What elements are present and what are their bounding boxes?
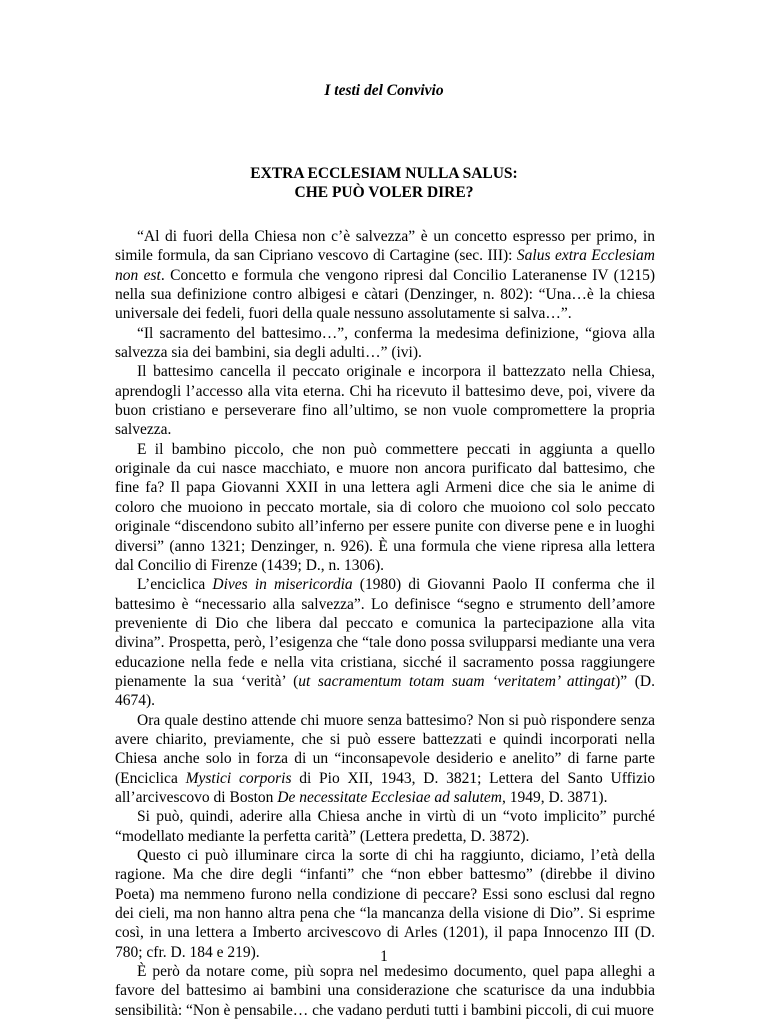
running-header: I testi del Convivio [324, 82, 444, 99]
page-number: 1 [380, 948, 388, 965]
article-body [115, 227, 655, 1020]
paragraph-9: È però da notare come, più sopra nel medesimo documento, quel papa alleghi a favore del battesimo ai bambini una considerazione che scaturisce da una indubbia sensibilità: “Non è pensabile… che vadano perduti tutti i bambini piccoli, di cui muore [115, 963, 655, 1019]
encyclical-title: Dives in misericordia [212, 576, 353, 594]
paragraph-3: Il battesimo cancella il peccato originale e incorpora il battezzato nella Chiesa, aprendogli l’accesso alla vita eterna. Chi ha ricevuto il battesimo deve, poi, vivere da buon cristiano e perseverare fino all’ultimo, se non vuole compromettere la propria salvezza. [115, 363, 655, 439]
document-title: De necessitate Ecclesiae ad salutem [277, 788, 502, 806]
title-line-1: EXTRA ECCLESIAM NULLA SALUS: [250, 165, 518, 182]
article-title [0, 164, 768, 202]
paragraph-2: “Il sacramento del battesimo…”, conferma la medesima definizione, “giova alla salvezza sia dei bambini, sia degli adulti…” (ivi). [115, 324, 655, 362]
paragraph-7: Si può, quindi, aderire alla Chiesa anche in virtù di un “voto implicito” purché “modellato mediante la perfetta carità” (Lettera predetta, D. 3872). [115, 808, 655, 845]
latin-quote: ut sacramentum totam suam ‘veritatem’ attingat [298, 672, 616, 690]
paragraph-6: Ora quale destino attende chi muore senza battesimo? Non si può rispondere senza avere chiarito, previamente, che si può essere battezzati e quindi incorporati nella Chiesa anche solo in forza di un “inconsapevole desiderio e anelito” di farne parte (Enciclica Mystici corporis di Pio XII, 1943, D. 3821; Lettera del Santo Uffizio all’arcivescovo di Boston De necessitate Ecclesiae ad salutem, 1949, D. 3871). [115, 711, 656, 806]
paragraph-4: E il bambino piccolo, che non può commettere peccati in aggiunta a quello originale da cui nasce macchiato, e muore non ancora purificato dal battesimo, che fine fa? Il papa Giovanni XXII in una lettera agli Armeni dice che sia le anime di coloro che muoiono in peccato mortale, sia di coloro che muoiono col solo peccato originale “discendono subito all’inferno per essere punite con diverse pene e in luoghi diversi” (anno 1321; Denzinger, n. 926). È una formula che viene ripresa alla lettera dal Concilio di Firenze (1439; D., n. 1306). [115, 440, 655, 574]
latin-quote: Salus extra Ecclesiam non est [115, 247, 655, 284]
paragraph-5: L’enciclica Dives in misericordia (1980) di Giovanni Paolo II conferma che il battesimo è “necessario alla salvezza”. Lo definisce “segno e strumento dell’amore preveniente di Dio che libera dal peccato e comunica la partecipazione alla vita divina”. Prospetta, però, l’esigenza che “tale dono possa svilupparsi mediante una vera educazione nella fede e nella vita cristiana, sicché il sacramento possa raggiungere pienamente la sua ‘verità’ (ut sacramentum totam suam ‘veritatem’ attingat)” (D. 4674). [115, 576, 655, 710]
paragraph-1: “Al di fuori della Chiesa non c’è salvezza” è un concetto espresso per primo, in simile formula, da san Cipriano vescovo di Cartagine (sec. III): Salus extra Ecclesiam non est. Concetto e formula che vengono ripresi dal Concilio Lateranense IV (1215) nella sua definizione contro albigesi e càtari (Denzinger, n. 802): “Una…è la chiesa universale dei fedeli, fuori della quale nessuno assolutamente si salva…”. [115, 228, 655, 323]
title-line-2: CHE PUÒ VOLER DIRE? [294, 184, 474, 201]
encyclical-title: Mystici corporis [185, 769, 292, 787]
paragraph-8: Questo ci può illuminare circa la sorte di chi ha raggiunto, diciamo, l’età della ragione. Ma che dire degli “infanti” che “non ebber battesmo” (direbbe il divino Poeta) ma nemmeno furono nella condizione di peccare? Essi sono esclusi dal regno dei cieli, ma non hanno altra pena che “la mancanza della visione di Dio”. Si esprime così, in una lettera a Imberto arcivescovo di Arles (1201), il papa Innocenzo III (D. 780; cfr. D. 184 e 219). [115, 847, 655, 961]
